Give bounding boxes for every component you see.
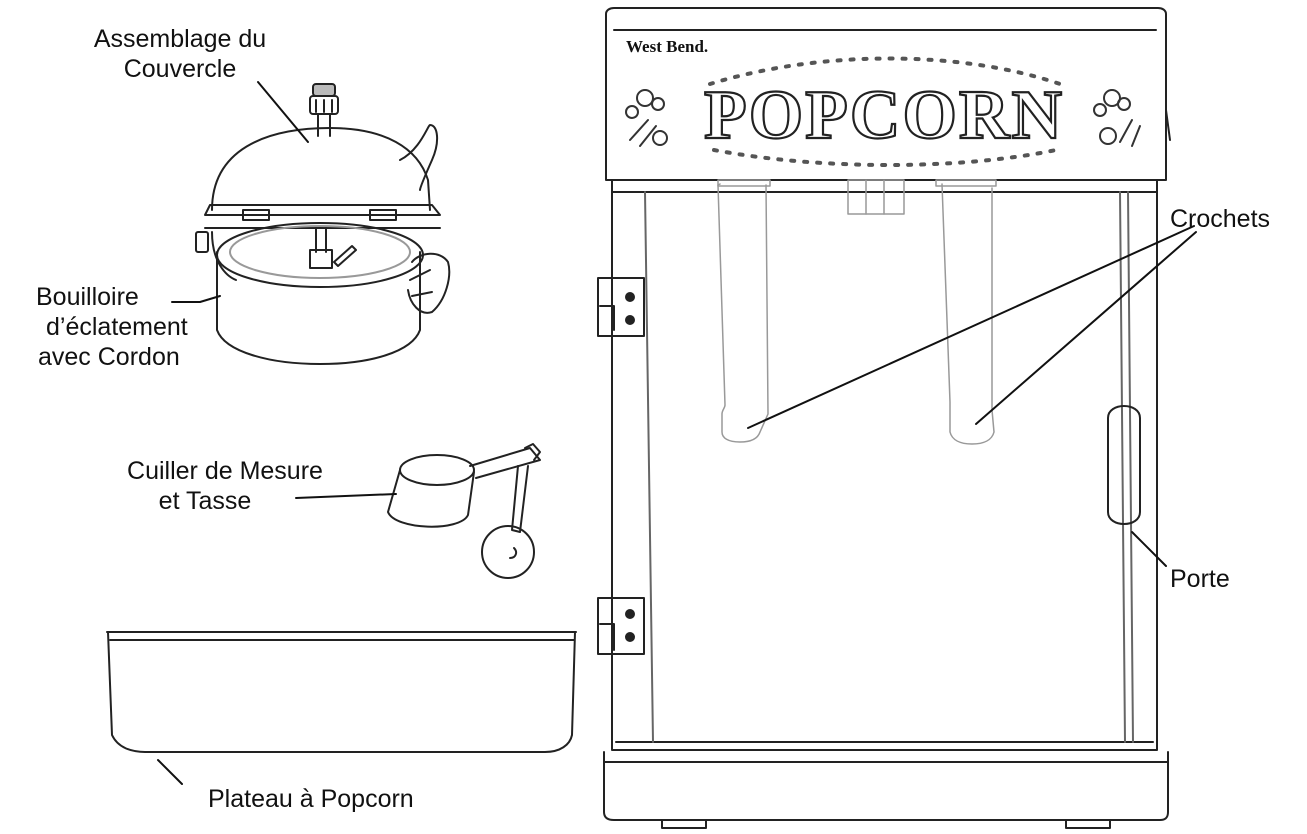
hooks-label: Crochets	[1170, 205, 1271, 233]
popcorn-sign: POPCORN	[703, 77, 1065, 154]
lid-assembly-label-line1: Assemblage du	[93, 25, 267, 53]
kettle-drawing	[196, 84, 449, 364]
leader-lines	[158, 82, 1196, 784]
scoop-drawing	[388, 444, 540, 578]
door-label: Porte	[1170, 565, 1230, 593]
lid-assembly-label-line2: Couvercle	[123, 55, 237, 83]
kettle-label-line2: d’éclatement	[46, 313, 188, 341]
scoop-label-line2: et Tasse	[158, 487, 252, 515]
kettle-label-line3: avec Cordon	[38, 343, 180, 371]
lid-assembly-label	[60, 24, 300, 84]
scoop-label-line1: Cuiller de Mesure	[127, 457, 323, 485]
scoop-label	[90, 456, 360, 516]
kettle-label	[36, 282, 188, 372]
tray-drawing	[107, 632, 576, 752]
brand-logo: West Bend.	[626, 37, 709, 56]
kettle-label-line1: Bouilloire	[36, 283, 139, 311]
tray-label: Plateau à Popcorn	[208, 785, 414, 813]
